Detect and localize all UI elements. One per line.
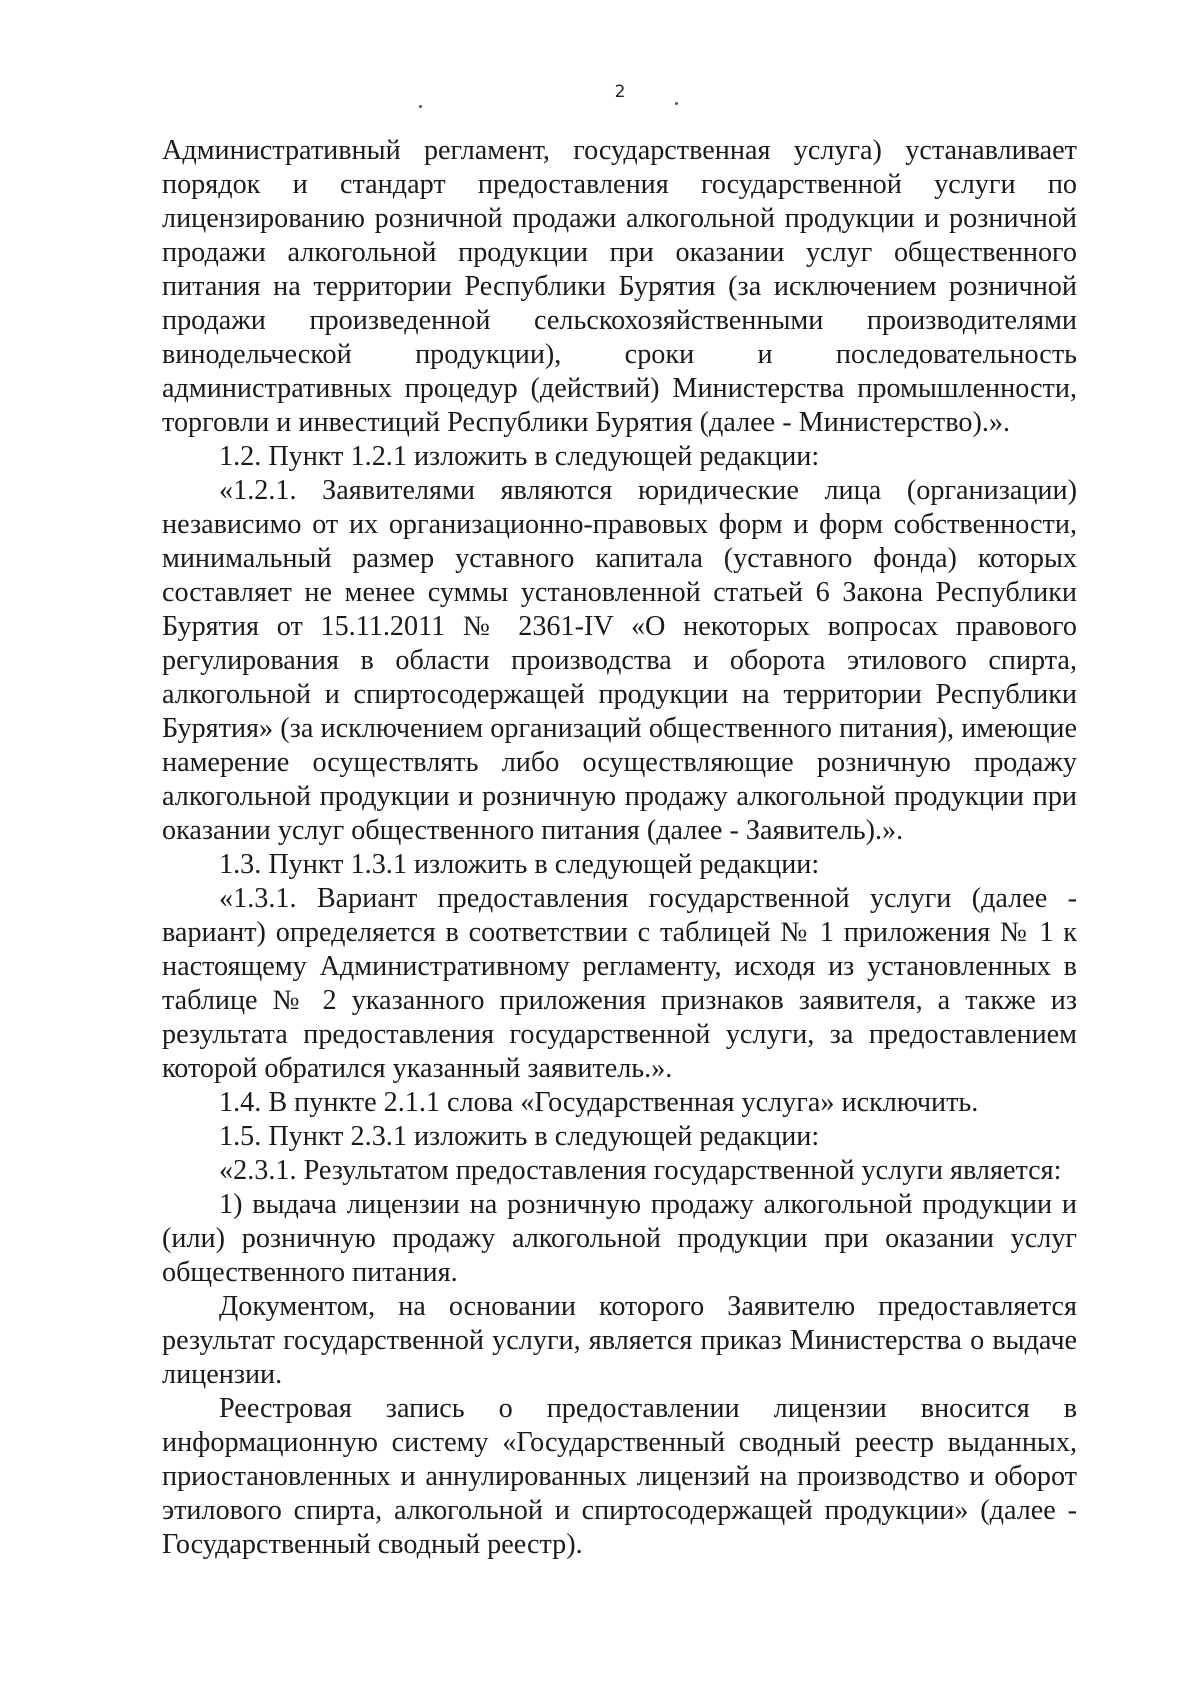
paragraph: 1.2. Пункт 1.2.1 изложить в следующей редакции:	[219, 441, 820, 472]
scan-speck	[419, 105, 422, 108]
paragraph: 1.5. Пункт 2.3.1 изложить в следующей редакции:	[219, 1121, 820, 1152]
paragraph: 1.3. Пункт 1.3.1 изложить в следующей редакции:	[219, 849, 820, 880]
paragraph: «1.3.1. Вариант предоставления государственной услуги (далее - вариант) определяется в соответствии с таблицей № 1 приложения № 1 к настоящему Административному регламенту, исходя из установленных в таблице № 2 указанного приложения признаков заявителя, а также из результата предоставления государственной услуги, за предоставлением которой обратился указанный заявитель.».	[162, 883, 1077, 1084]
paragraph: «2.3.1. Результатом предоставления государственной услуги является:	[219, 1155, 1062, 1186]
paragraph: Документом, на основании которого Заявителю предоставляется результат государственной услуги, является приказ Министерства о выдаче лицензии.	[162, 1291, 1077, 1390]
paragraph: «1.2.1. Заявителями являются юридические лица (организации) независимо от их организационно-правовых форм и форм собственности, минимальный размер уставного капитала (уставного фонда) которых составляет не менее суммы установленной статьей 6 Закона Республики Бурятия от 15.11.2011 № 2361-IV «О некоторых вопросах правового регулирования в области производства и оборота этилового спирта, алкогольной и спиртосодержащей продукции на территории Республики Бурятия» (за исключением организаций общественного питания), имеющие намерение осуществлять либо осуществляющие розничную продажу алкогольной продукции и розничную продажу алкогольной продукции при оказании услуг общественного питания (далее - Заявитель).».	[162, 475, 1077, 846]
document-text	[162, 134, 1077, 1562]
paragraph: 1) выдача лицензии на розничную продажу алкогольной продукции и (или) розничную продажу алкогольной продукции при оказании услуг общественного питания.	[162, 1189, 1077, 1288]
paragraph: Административный регламент, государственная услуга) устанавливает порядок и стандарт предоставления государственной услуги по лицензированию розничной продажи алкогольной продукции и розничной продажи алкогольной продукции при оказании услуг общественного питания на территории Республики Бурятия (за исключением розничной продажи произведенной сельскохозяйственными производителями винодельческой продукции), сроки и последовательность административных процедур (действий) Министерства промышленности, торговли и инвестиций Республики Бурятия (далее - Министерство).».	[162, 135, 1077, 438]
paragraph: Реестровая запись о предоставлении лицензии вносится в информационную систему «Государственный сводный реестр выданных, приостановленных и аннулированных лицензий на производство и оборот этилового спирта, алкогольной и спиртосодержащей продукции» (далее - Государственный сводный реестр).	[162, 1393, 1077, 1560]
scan-speck	[675, 102, 678, 105]
paragraph: 1.4. В пункте 2.1.1 слова «Государственная услуга» исключить.	[219, 1087, 979, 1118]
page-number: 2	[614, 82, 626, 102]
